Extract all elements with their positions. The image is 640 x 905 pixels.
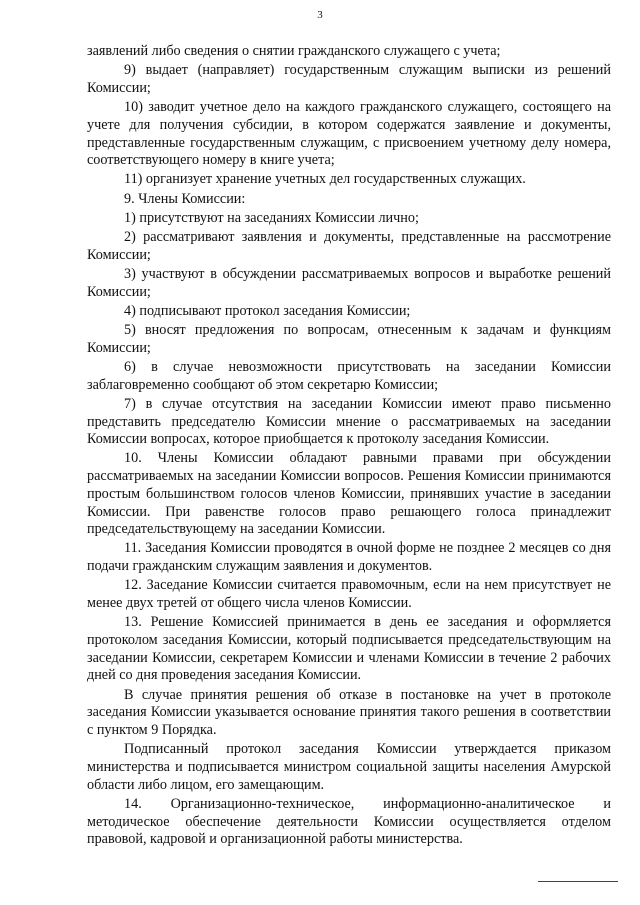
paragraph: Подписанный протокол заседания Комиссии утверждается приказом министерства и подписывается министром социальной защиты населения Амурской области либо лицом, его замещающим.	[87, 741, 611, 793]
page-number: 3	[317, 9, 323, 21]
paragraph: В случае принятия решения об отказе в постановке на учет в протоколе заседания Комиссии указывается основание принятия такого решения в соответствии с пунктом 9 Порядка.	[87, 686, 611, 739]
paragraph: 12. Заседание Комиссии считается правомочным, если на нем присутствует не менее двух третей от общего числа членов Комиссии.	[87, 577, 611, 612]
footer-rule	[538, 881, 618, 882]
paragraph: 3) участвуют в обсуждении рассматриваемых вопросов и выработке решений Комиссии;	[87, 265, 611, 300]
paragraph: 11) организует хранение учетных дел государственных служащих.	[124, 171, 526, 188]
paragraph: 6) в случае невозможности присутствовать на заседании Комиссии заблаговременно сообщают об этом секретарю Комиссии;	[87, 358, 611, 393]
paragraph: 9. Члены Комиссии:	[124, 190, 246, 207]
paragraph: 10) заводит учетное дело на каждого гражданского служащего, состоящего на учете для получения субсидии, в котором содержатся заявление и документы, представленные государственным служащим, с присвоением учетному делу номера, соответствующего номеру в книге учета;	[87, 99, 611, 169]
paragraph: 14. Организационно-техническое, информационно-аналитическое и методическое обеспечение деятельности Комиссии осуществляется отделом правовой, кадровой и организационной работы министерства.	[87, 795, 611, 848]
document-body	[87, 43, 611, 850]
paragraph: 5) вносят предложения по вопросам, отнесенным к задачам и функциям Комиссии;	[87, 322, 611, 356]
paragraph: 7) в случае отсутствия на заседании Комиссии имеют право письменно представить председателю Комиссии мнение о рассматриваемых на заседании Комиссии вопросах, которое приобщается к протоколу заседания Комиссии.	[87, 395, 611, 448]
paragraph: 13. Решение Комиссией принимается в день ее заседания и оформляется протоколом заседания Комиссии, который подписывается председательствующим на заседании Комиссии, секретарем Комиссии и членами Комиссии в течение 2 рабочих дней со дня проведения заседания Комиссии.	[87, 614, 611, 684]
paragraph: заявлений либо сведения о снятии гражданского служащего с учета;	[87, 43, 501, 59]
paragraph: 11. Заседания Комиссии проводятся в очной форме не позднее 2 месяцев со дня подачи гражданским служащим заявления и документов.	[87, 540, 611, 575]
paragraph: 4) подписывают протокол заседания Комиссии;	[124, 302, 411, 319]
paragraph: 2) рассматривают заявления и документы, представленные на рассмотрение Комиссии;	[87, 229, 611, 263]
paragraph: 10. Члены Комиссии обладают равными правами при обсуждении рассматриваемых на заседании Комиссии вопросов. Решения Комиссии принимаются простым большинством голосов членов Комиссии, принявших участие в заседании Комиссии. При равенстве голосов право решающего голоса принадлежит председательствующему на заседании Комиссии.	[87, 450, 611, 538]
paragraph: 9) выдает (направляет) государственным служащим выписки из решений Комиссии;	[87, 62, 611, 96]
paragraph: 1) присутствуют на заседаниях Комиссии лично;	[124, 209, 419, 226]
